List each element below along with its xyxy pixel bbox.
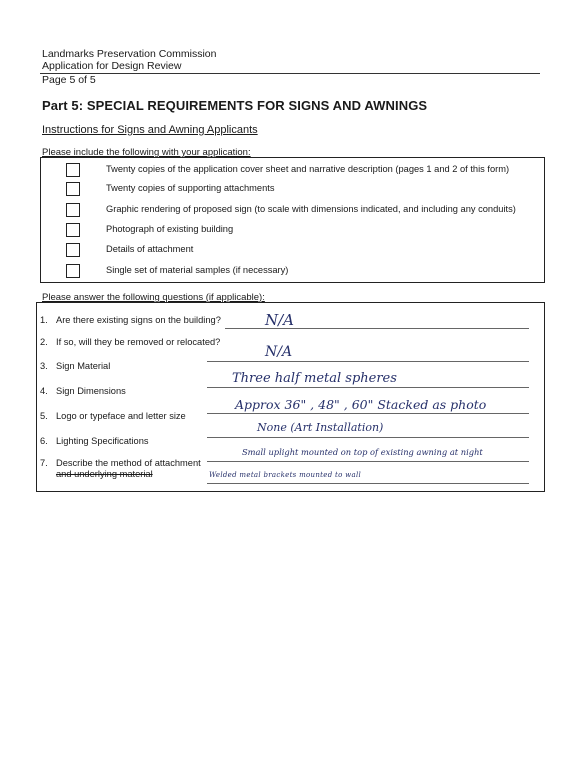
answer-line[interactable]	[207, 361, 529, 362]
page-number: Page 5 of 5	[42, 74, 96, 86]
answer-line[interactable]	[207, 437, 529, 438]
checkbox[interactable]	[66, 163, 80, 177]
answer-line[interactable]	[207, 387, 529, 388]
checkbox[interactable]	[66, 223, 80, 237]
question-number: 1.	[40, 315, 48, 325]
question-text: Logo or typeface and letter size	[56, 411, 186, 421]
question-number: 6.	[40, 436, 48, 446]
part-title: Part 5: SPECIAL REQUIREMENTS FOR SIGNS AND AWNINGS	[42, 98, 428, 113]
question-text: Sign Material	[56, 361, 111, 371]
checklist-item	[41, 221, 544, 241]
checkbox[interactable]	[66, 243, 80, 257]
checklist-item-label: Single set of material samples (if necessary)	[106, 265, 289, 275]
instructions-heading: Instructions for Signs and Awning Applicants	[42, 124, 258, 136]
checklist-item-label: Details of attachment	[106, 244, 194, 254]
checklist-item	[41, 180, 544, 200]
checklist-item	[41, 201, 544, 221]
checklist-item-label: Photograph of existing building	[106, 224, 234, 234]
header-divider	[40, 73, 540, 74]
checkbox[interactable]	[66, 182, 80, 196]
question-text-line2: and underlying material	[56, 469, 153, 479]
org-name: Landmarks Preservation Commission	[42, 48, 217, 60]
checkbox[interactable]	[66, 203, 80, 217]
question-text: Sign Dimensions	[56, 386, 126, 396]
answer-handwriting: None (Art Installation)	[257, 421, 384, 434]
questions-box	[36, 302, 545, 492]
answer-handwriting: Three half metal spheres	[232, 371, 397, 386]
answer-handwriting: Approx 36" , 48" , 60" Stacked as photo	[235, 397, 487, 412]
answer-line[interactable]	[207, 413, 529, 414]
question-text: Are there existing signs on the building?	[56, 315, 221, 325]
answer-handwriting: N/A	[265, 344, 293, 360]
form-title: Application for Design Review	[42, 60, 182, 72]
question-text: Lighting Specifications	[56, 436, 149, 446]
question-number: 4.	[40, 386, 48, 396]
checklist-item-label: Graphic rendering of proposed sign (to scale with dimensions indicated, and including any conduits)	[106, 204, 516, 214]
question-text-line1: Describe the method of attachment	[56, 458, 201, 468]
question-number: 7.	[40, 458, 48, 468]
checklist-item	[41, 161, 544, 181]
answer-line[interactable]	[207, 483, 529, 484]
checklist-item-label: Twenty copies of the application cover sheet and narrative description (pages 1 and 2 of this form)	[106, 164, 510, 174]
question-number: 5.	[40, 411, 48, 421]
checkbox[interactable]	[66, 264, 80, 278]
checklist-box	[40, 157, 545, 283]
question-number: 2.	[40, 337, 48, 347]
questions-intro: Please answer the following questions (if applicable):	[42, 292, 265, 303]
answer-handwriting: N/A	[265, 311, 295, 329]
answer-handwriting: Welded metal brackets mounted to wall	[209, 471, 362, 479]
checklist-item-label: Twenty copies of supporting attachments	[106, 183, 275, 193]
checklist-item	[41, 241, 544, 261]
answer-line[interactable]	[207, 461, 529, 462]
question-text: If so, will they be removed or relocated?	[56, 337, 221, 347]
checklist-item	[41, 262, 544, 282]
checklist-intro: Please include the following with your application:	[42, 147, 251, 158]
question-number: 3.	[40, 361, 48, 371]
answer-handwriting: Small uplight mounted on top of existing awning at night	[242, 447, 483, 457]
